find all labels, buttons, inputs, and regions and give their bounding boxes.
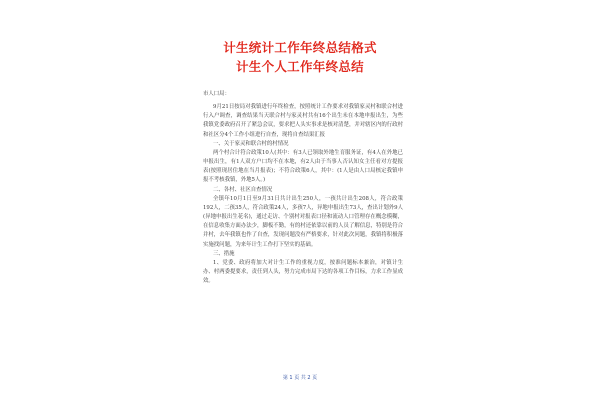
section-heading-2: 二、各村、社区自查情况 (213, 186, 273, 193)
document-title: 计生统计工作年终总结格式 (223, 40, 377, 55)
section-heading-1: 一、关于家灵和联合村的村情况 (213, 140, 289, 147)
section-heading-3: 三、措施 (213, 250, 235, 257)
page-number: 第 1 页 共 2 页 (282, 375, 318, 381)
section-paragraph-1: 两个村合计符合政策10人(其中：有3人已领取外地生育服务证，有4人在外地已申报出生，有1人双方户口均不在本地，有2人由于当事人否认知女主任看对方提报表(按照现居住地在当月报表)；不符合政策6人，其中：(1人是由人口局核定我镇申报不考核我镇，外地5人。) (203, 149, 403, 184)
intro-paragraph: 9月21日按局对我镇进行年终检查，按照统计工作要求对我镇家灵村和联合村进行入户调查，调查结果当天联合村与家灵村共有16个出生未在本地申报出生，为些我镇党委政府召开了紧急会议，要求把人头实事求是核对清楚，并对辖区内的行政村和社区分4个工作小组进行自查，现将自查结果汇报 (203, 104, 403, 138)
document-subtitle: 计生个人工作年终总结 (235, 59, 364, 74)
document-body (203, 90, 403, 286)
salutation: 市人口局： (203, 91, 230, 97)
section-paragraph-2: 全镇年10月1日至9月31日共计出生250人，一孩共计出生208人，符合政策192人，二孩35人，符合政策24人，多孩7人，异地申报出生73人，查出计划外9人(异地申报出生花名)，通过走访、个别村对报表口径和流动人口管理存在概念模糊，在信息收集方面办法少，脚板不勤，有的村还依靠以前的人员了解信息，特别是符合并村，去年我镇也作了自查，发现问题没有严格要求，针对此次问题，我镇将积极落实施找问题，为来年计生工作打下坚实的基础。 (203, 195, 403, 248)
section-paragraph-3: 1、党委、政府将加大对计生工作的重视力度，按准问题标本兼治，对镇计生办、村两委提要求，责任到人头，努力完成市局下达的各项工作目标，力求工作显成效。 (203, 259, 403, 285)
